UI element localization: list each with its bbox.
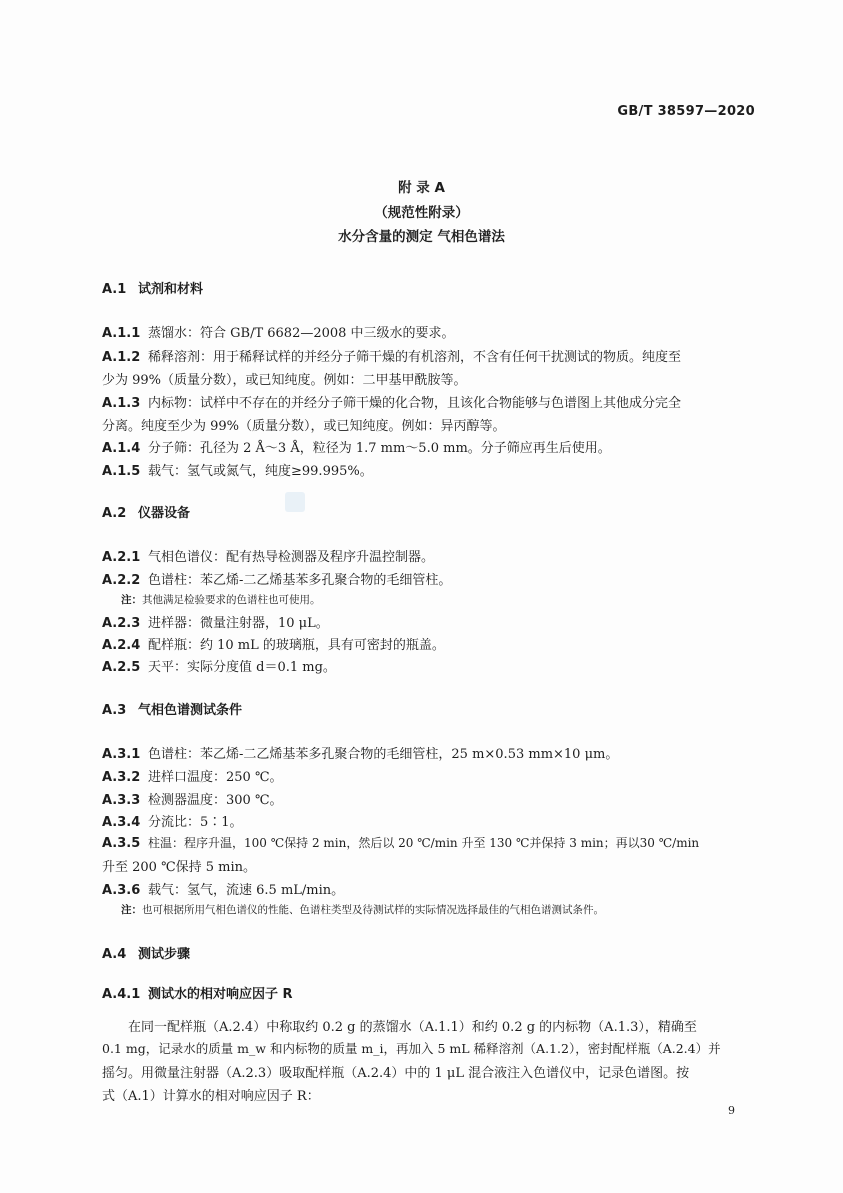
appendix-subtitle: 水分含量的测定 气相色谱法 xyxy=(338,229,505,245)
clause-number: A.1.1 xyxy=(102,326,141,341)
clause-text: 载气：氢气或氮气，纯度≥99.995%。 xyxy=(148,464,373,479)
section-title: 试剂和材料 xyxy=(138,282,204,297)
clause-a3-5 xyxy=(102,834,756,851)
clause-number: A.2.3 xyxy=(102,616,141,631)
note-label: 注： xyxy=(121,594,142,606)
clause-text: 蒸馏水：符合 GB/T 6682—2008 中三级水的要求。 xyxy=(148,326,455,341)
clause-number: A.3.6 xyxy=(102,883,141,898)
clause-number: A.4.1 xyxy=(102,987,141,1002)
clause-a2-1 xyxy=(102,546,756,565)
clause-a2-3 xyxy=(102,612,756,631)
clause-text: 色谱柱：苯乙烯-二乙烯基苯多孔聚合物的毛细管柱。 xyxy=(148,573,452,588)
clause-number: A.2.5 xyxy=(102,660,141,675)
standard-number: GB/T 38597—2020 xyxy=(617,104,755,119)
clause-number: A.1.4 xyxy=(102,441,141,456)
section-title: 气相色谱测试条件 xyxy=(138,703,243,718)
clause-a1-5 xyxy=(102,460,756,479)
clause-a3-4 xyxy=(102,811,756,830)
clause-a1-1 xyxy=(102,322,756,341)
clause-number: A.3.3 xyxy=(102,793,141,808)
clause-number: A.1.3 xyxy=(102,396,141,411)
note-label: 注： xyxy=(121,904,142,916)
section-number: A.4 xyxy=(102,947,127,962)
section-title: 仪器设备 xyxy=(138,506,191,521)
clause-a3-5-continued: 升至 200 ℃保持 5 min。 xyxy=(102,860,257,875)
clause-text: 内标物：试样中不存在的并经分子筛干燥的化合物，且该化合物能够与色谱图上其他成分完全 xyxy=(148,396,682,411)
clause-text: 柱温：程序升温，100 ℃保持 2 min，然后以 20 ℃/min 升至 130 ℃并保持 3 min；再以30 ℃/min xyxy=(148,836,700,850)
paragraph-line: 摇匀。用微量注射器（A.2.3）吸取配样瓶（A.2.4）中的 1 μL 混合液注入色谱仪中，记录色谱图。按 xyxy=(102,1066,690,1081)
appendix-type: （规范性附录） xyxy=(374,205,469,221)
section-number: A.3 xyxy=(102,703,127,718)
clause-text: 色谱柱：苯乙烯-二乙烯基苯多孔聚合物的毛细管柱，25 m×0.53 mm×10 μm。 xyxy=(148,747,619,762)
clause-number: A.2.4 xyxy=(102,638,141,653)
clause-number: A.3.2 xyxy=(102,770,141,785)
note-a3 xyxy=(121,902,604,917)
clause-a1-2 xyxy=(102,346,756,365)
paragraph-line: 在同一配样瓶（A.2.4）中称取约 0.2 g 的蒸馏水（A.1.1）和约 0.2 g 的内标物（A.1.3），精确至 xyxy=(128,1020,697,1035)
section-a3-heading xyxy=(102,699,242,718)
clause-text: 分子筛：孔径为 2 Å～3 Å，粒径为 1.7 mm～5.0 mm。分子筛应再生后使用。 xyxy=(148,441,611,456)
clause-number: A.1.5 xyxy=(102,464,141,479)
clause-a3-1 xyxy=(102,743,756,762)
clause-number: A.2.2 xyxy=(102,573,141,588)
clause-a2-5 xyxy=(102,656,756,675)
clause-a3-6 xyxy=(102,879,756,898)
clause-text: 检测器温度：300 ℃。 xyxy=(148,793,283,808)
clause-a1-3 xyxy=(102,392,756,411)
clause-text: 进样口温度：250 ℃。 xyxy=(148,770,283,785)
clause-a3-3 xyxy=(102,789,756,808)
clause-text: 进样器：微量注射器，10 μL。 xyxy=(148,616,329,631)
clause-text: 分流比：5∶1。 xyxy=(148,815,243,830)
clause-title: 测试水的相对响应因子 R xyxy=(148,987,293,1002)
clause-number: A.3.5 xyxy=(102,836,141,851)
clause-number: A.3.4 xyxy=(102,815,141,830)
clause-text: 天平：实际分度值 d＝0.1 mg。 xyxy=(148,660,336,675)
section-number: A.2 xyxy=(102,506,127,521)
clause-text: 气相色谱仪：配有热导检测器及程序升温控制器。 xyxy=(148,550,435,565)
clause-a2-2 xyxy=(102,569,756,588)
appendix-title: 附 录 A xyxy=(398,180,445,196)
note-a2 xyxy=(121,592,321,607)
paragraph-line: 0.1 mg，记录水的质量 m_w 和内标物的质量 m_i，再加入 5 mL 稀释溶剂（A.1.2），密封配样瓶（A.2.4）并 xyxy=(102,1041,721,1056)
note-text: 也可根据所用气相色谱仪的性能、色谱柱类型及待测试样的实际情况选择最佳的气相色谱测试条件。 xyxy=(142,904,604,916)
clause-a2-4 xyxy=(102,634,756,653)
clause-text: 稀释溶剂：用于稀释试样的并经分子筛干燥的有机溶剂，不含有任何干扰测试的物质。纯度至 xyxy=(148,350,682,365)
clause-a1-4 xyxy=(102,437,756,456)
section-a1-heading xyxy=(102,278,203,297)
clause-a3-2 xyxy=(102,766,756,785)
section-title: 测试步骤 xyxy=(138,947,191,962)
clause-text: 配样瓶：约 10 mL 的玻璃瓶，具有可密封的瓶盖。 xyxy=(148,638,445,653)
section-number: A.1 xyxy=(102,282,127,297)
section-a2-heading xyxy=(102,502,190,521)
clause-number: A.2.1 xyxy=(102,550,141,565)
clause-number: A.3.1 xyxy=(102,747,141,762)
clause-a4-1-heading xyxy=(102,983,293,1002)
note-text: 其他满足检验要求的色谱柱也可使用。 xyxy=(142,594,321,606)
page-number: 9 xyxy=(728,1104,735,1117)
clause-text: 载气：氢气，流速 6.5 mL/min。 xyxy=(148,883,345,898)
scan-watermark xyxy=(285,492,305,512)
clause-a1-2-continued: 少为 99%（质量分数），或已知纯度。例如：二甲基甲酰胺等。 xyxy=(102,373,467,388)
clause-a1-3-continued: 分离。纯度至少为 99%（质量分数），或已知纯度。例如：异丙醇等。 xyxy=(102,419,506,434)
clause-number: A.1.2 xyxy=(102,350,141,365)
section-a4-heading xyxy=(102,943,190,962)
paragraph-line: 式（A.1）计算水的相对响应因子 R： xyxy=(102,1089,320,1104)
